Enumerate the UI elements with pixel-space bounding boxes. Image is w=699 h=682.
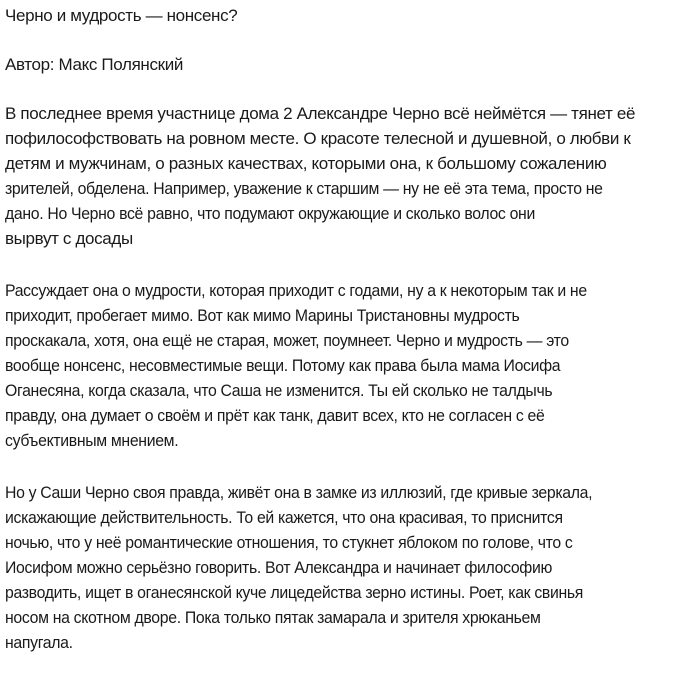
paragraph-line: детям и мужчинам, о разных качествах, которыми она, к большому сожалению <box>5 154 607 173</box>
paragraph-line: субъективным мнением. <box>5 431 179 450</box>
paragraph-line: напугала. <box>5 633 73 652</box>
paragraph-line: пофилософствовать на ровном месте. О красоте телесной и душевной, о любви к <box>5 129 631 148</box>
paragraph-line: Рассуждает она о мудрости, которая приходит с годами, ну а к некоторым так и не <box>5 281 587 300</box>
paragraph-2 <box>5 278 697 453</box>
paragraph-line: ночью, что у неё романтические отношения, то стукнет яблоком по голове, что с <box>5 533 573 552</box>
paragraph-line: носом на скотном дворе. Пока только пятак замарала и зрителя хрюканьем <box>5 608 541 627</box>
paragraph-line: Но у Саши Черно своя правда, живёт она в замке из иллюзий, где кривые зеркала, <box>5 483 593 502</box>
article-title <box>5 3 697 28</box>
paragraph-line: вырвут с досады <box>5 229 133 248</box>
paragraph-1 <box>5 101 697 251</box>
paragraph-line: дано. Но Черно всё равно, что подумают окружающие и сколько волос они <box>5 204 535 223</box>
paragraph-line: вообще нонсенс, несовместимые вещи. Потому как права была мама Иосифа <box>5 356 561 375</box>
author-text: Автор: Макс Полянский <box>5 55 183 74</box>
paragraph-line: В последнее время участнице дома 2 Александре Черно всё неймётся — тянет её <box>5 104 636 123</box>
paragraph-line: разводить, ищет в оганесянской куче лицедейства зерно истины. Роет, как свинья <box>5 583 584 602</box>
paragraph-line: проскакала, хотя, она ещё не старая, может, поумнеет. Черно и мудрость — это <box>5 331 569 350</box>
paragraph-line: Оганесяна, когда сказала, что Саша не изменится. Ты ей сколько не талдычь <box>5 381 553 400</box>
paragraph-line: приходит, пробегает мимо. Вот как мимо Марины Тристановны мудрость <box>5 306 520 325</box>
paragraph-line: зрителей, обделена. Например, уважение к старшим — ну не её эта тема, просто не <box>5 179 603 198</box>
article-author <box>5 52 697 77</box>
paragraph-3 <box>5 480 697 655</box>
paragraph-line: искажающие действительность. То ей кажется, что она красивая, то приснится <box>5 508 563 527</box>
paragraph-line: Иосифом можно серьёзно говорить. Вот Александра и начинает философию <box>5 558 553 577</box>
title-text: Черно и мудрость — нонсенс? <box>5 6 238 25</box>
paragraph-line: правду, она думает о своём и прёт как танк, давит всех, кто не согласен с её <box>5 406 545 425</box>
article <box>5 3 697 682</box>
